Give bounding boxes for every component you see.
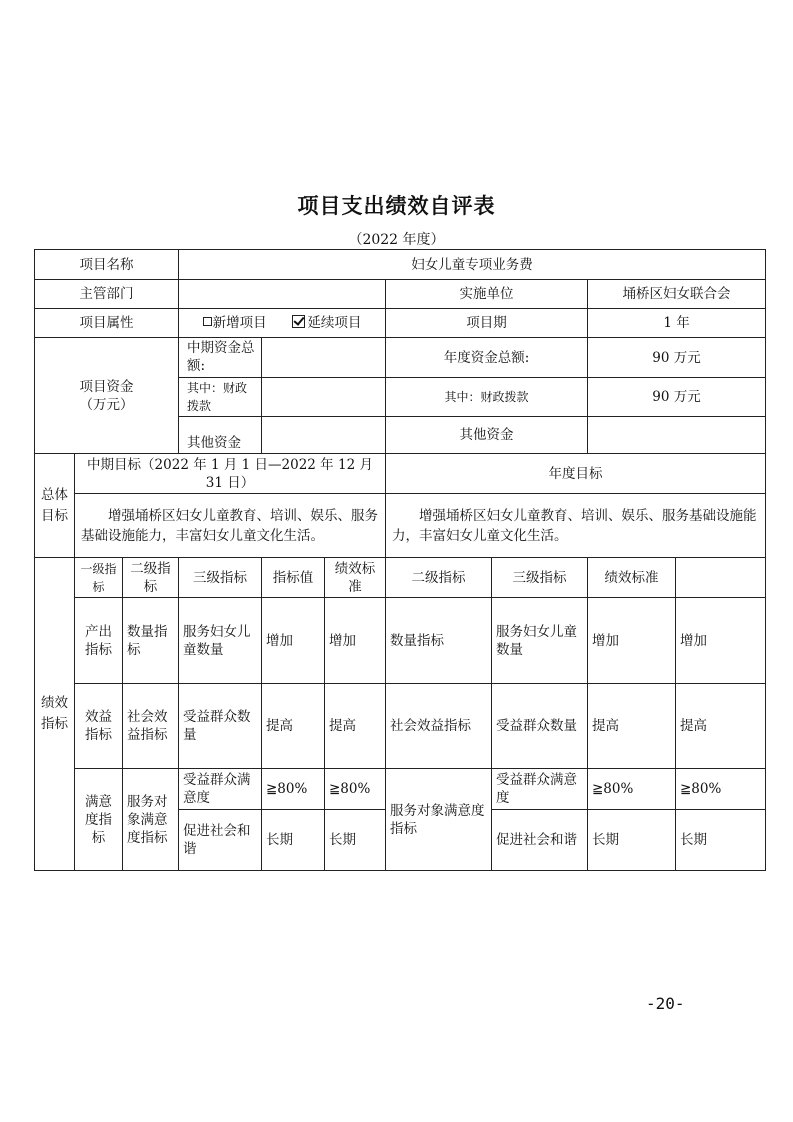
row3-standard: ≧80% (325, 769, 386, 810)
page-number: -20- (646, 994, 685, 1013)
row4-level3: 促进社会和谐 (179, 810, 262, 871)
period-value: 1 年 (588, 309, 766, 338)
year-other-value (588, 417, 766, 454)
mid-other-value (262, 417, 386, 454)
project-name-label: 项目名称 (35, 250, 179, 280)
row2-standard: 提高 (325, 684, 386, 769)
attr-label: 项目属性 (35, 309, 179, 338)
form-title: 项目支出绩效自评表 (297, 194, 496, 218)
table-row (35, 684, 766, 769)
row4-standard-b: 长期 (588, 810, 676, 871)
hdr-level3-b: 三级指标 (492, 558, 588, 598)
row3-standard-b: ≧80% (588, 769, 676, 810)
row2-standard-b: 提高 (588, 684, 676, 769)
year-total-value: 90 万元 (588, 338, 766, 378)
year-fiscal-label: 其中：财政拨款 (386, 378, 588, 417)
row2-level2: 社会效益指标 (123, 684, 179, 769)
row3-level3: 受益群众满意度 (179, 769, 262, 810)
form-year: （2022 年度） (348, 232, 445, 248)
row2-extra: 提高 (676, 684, 766, 769)
mid-goal-header: 中期目标（2022 年 1 月 1 日—2022 年 12 月 31 日） (75, 454, 386, 494)
dept-label: 主管部门 (35, 280, 179, 309)
year-fiscal-value: 90 万元 (588, 378, 766, 417)
hdr-level2-b: 二级指标 (386, 558, 492, 598)
row4-value: 长期 (262, 810, 325, 871)
perf-section-label: 绩效指标 (35, 558, 75, 871)
period-label: 项目期 (386, 309, 588, 338)
unchecked-box-icon (203, 317, 212, 326)
hdr-standard: 绩效标准 (325, 558, 386, 598)
row4-extra: 长期 (676, 810, 766, 871)
mid-total-label: 中期资金总额: (179, 338, 262, 378)
row4-level3-b: 促进社会和谐 (492, 810, 588, 871)
hdr-level3: 三级指标 (179, 558, 262, 598)
mid-total-value (262, 338, 386, 378)
project-name-value: 妇女儿童专项业务费 (179, 250, 766, 280)
row2-value: 提高 (262, 684, 325, 769)
row3-value: ≧80% (262, 769, 325, 810)
year-total-label: 年度资金总额: (386, 338, 588, 378)
row1-value: 增加 (262, 598, 325, 684)
impl-unit-value: 埇桥区妇女联合会 (588, 280, 766, 309)
hdr-standard-b: 绩效标准 (588, 558, 676, 598)
continue-project-label: 延续项目 (307, 315, 362, 331)
year-other-label: 其他资金 (386, 417, 588, 454)
table-row (35, 598, 766, 684)
dept-value (179, 280, 386, 309)
row1-level3: 服务妇女儿童数量 (179, 598, 262, 684)
row4-standard: 长期 (325, 810, 386, 871)
hdr-level1: 一级指标 (75, 558, 123, 598)
mid-goal-text: 增强埇桥区妇女儿童教育、培训、娱乐、服务基础设施能力，丰富妇女儿童文化生活。 (75, 494, 386, 558)
new-project-option[interactable] (203, 315, 267, 331)
funds-label (35, 338, 179, 454)
table-row (35, 769, 766, 810)
row3-extra: ≧80% (676, 769, 766, 810)
row1-standard-b: 增加 (588, 598, 676, 684)
performance-form-table (34, 249, 766, 871)
row3-level2: 服务对象满意度指标 (123, 769, 179, 871)
row1-standard: 增加 (325, 598, 386, 684)
row2-level2-b: 社会效益指标 (386, 684, 492, 769)
funds-label-line2: （万元） (79, 396, 134, 413)
row2-level3-b: 受益群众数量 (492, 684, 588, 769)
mid-other-label: 其他资金 (179, 417, 262, 454)
mid-fiscal-value (262, 378, 386, 417)
row3-level2-b: 服务对象满意度指标 (386, 769, 492, 871)
row1-level3-b: 服务妇女儿童数量 (492, 598, 588, 684)
row1-extra: 增加 (676, 598, 766, 684)
row1-level2: 数量指标 (123, 598, 179, 684)
hdr-level2: 二级指标 (123, 558, 179, 598)
goals-section-label: 总体目标 (35, 454, 75, 558)
impl-unit-label: 实施单位 (386, 280, 588, 309)
funds-label-line1: 项目资金 (79, 378, 134, 395)
attr-options (179, 309, 386, 338)
continue-project-option[interactable] (292, 315, 361, 331)
checked-box-icon (292, 315, 305, 328)
row1-level2-b: 数量指标 (386, 598, 492, 684)
year-goal-header: 年度目标 (386, 454, 766, 494)
hdr-value: 指标值 (262, 558, 325, 598)
year-goal-text: 增强埇桥区妇女儿童教育、培训、娱乐、服务基础设施能力，丰富妇女儿童文化生活。 (386, 494, 766, 558)
new-project-label: 新增项目 (212, 315, 267, 331)
row3-level1: 满意度指标 (75, 769, 123, 871)
row1-level1: 产出指标 (75, 598, 123, 684)
row2-level1: 效益指标 (75, 684, 123, 769)
row2-level3: 受益群众数量 (179, 684, 262, 769)
hdr-blank (676, 558, 766, 598)
mid-fiscal-label: 其中：财政拨款 (179, 378, 262, 417)
row3-level3-b: 受益群众满意度 (492, 769, 588, 810)
